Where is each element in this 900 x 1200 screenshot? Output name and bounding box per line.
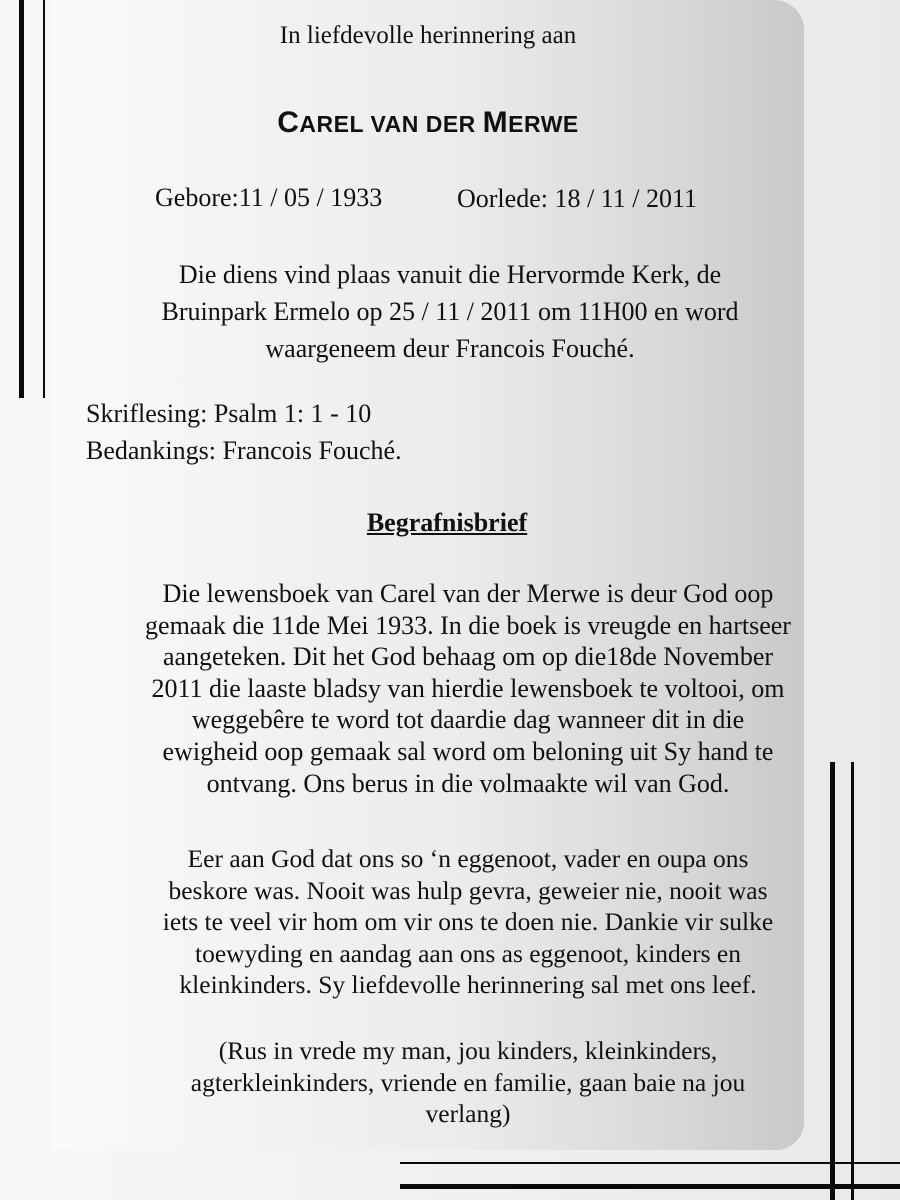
- death-date: Oorlede: 18 / 11 / 2011: [457, 184, 697, 213]
- paragraph-line: kleinkinders. Sy liefdevolle herinnering sal met ons leef.: [179, 970, 757, 1000]
- intro-text: In liefdevolle herinnering aan: [279, 22, 577, 49]
- paragraph-line: aangeteken. Dit het God behaag om op die18de November: [162, 642, 774, 672]
- paragraph-line: Eer aan God dat ons so ‘n eggenoot, vader en oupa ons: [187, 844, 749, 873]
- deceased-name: [52, 106, 804, 140]
- paragraph-line: iets te veel vir hom om vir ons te doen nie. Dankie vir sulke: [162, 907, 774, 937]
- paragraph-line: 2011 die laaste bladsy van hierdie lewensboek te voltooi, om: [151, 673, 785, 703]
- paragraph-life-book: [76, 578, 860, 799]
- name-last-initial: M: [482, 106, 509, 139]
- scripture-reading: Skriflesing: Psalm 1: 1 - 10: [86, 399, 372, 428]
- paragraph-line: ontvang. Ons berus in die volmaakte wil van God.: [206, 768, 730, 798]
- service-info: [86, 395, 402, 469]
- thanks-by: Bedankings: Francois Fouché.: [86, 436, 402, 465]
- paragraph-line: Die lewensboek van Carel van der Merwe is deur God oop: [162, 579, 774, 608]
- paragraph-farewell: [76, 1035, 860, 1130]
- service-line: Bruinpark Ermelo op 25 / 11 / 2011 om 11H00 en word: [161, 297, 739, 326]
- paragraph-line: ewigheid oop gemaak sal word om beloning uit Sy hand te: [162, 736, 774, 766]
- name-first-rest: AREL VAN DER: [299, 111, 483, 137]
- paragraph-line: verlang): [425, 1099, 511, 1129]
- paragraph-line: gemaak die 11de Mei 1933. In die boek is vreugde en hartseer: [145, 610, 791, 640]
- paragraph-tribute: [76, 843, 860, 1001]
- name-last-rest: ERWE: [508, 111, 579, 137]
- service-line: Die diens vind plaas vanuit die Hervormde Kerk, de: [178, 260, 722, 289]
- paragraph-line: beskore was. Nooit was hulp gevra, geweier nie, nooit was: [168, 875, 768, 905]
- decor-rule-bottom-thin: [400, 1162, 900, 1164]
- service-line: waargeneem deur Francois Fouché.: [265, 334, 635, 363]
- name-first-initial: C: [277, 106, 300, 139]
- decor-rule-left-thin: [43, 0, 45, 398]
- paragraph-line: agterkleinkinders, vriende en familie, gaan baie na jou: [190, 1067, 746, 1097]
- paragraph-line: (Rus in vrede my man, jou kinders, kleinkinders,: [218, 1036, 718, 1065]
- decor-rule-bottom-thick: [400, 1184, 900, 1189]
- paragraph-line: weggebêre te word tot daardie dag wanneer dit in die: [191, 705, 745, 735]
- section-heading: Begrafnisbrief: [366, 508, 528, 537]
- decor-rule-left-thick: [19, 0, 24, 398]
- service-details: [70, 256, 830, 367]
- birth-date: Gebore:11 / 05 / 1933: [155, 183, 383, 212]
- paragraph-line: toewyding en aandag aan ons as eggenoot, kinders en: [195, 938, 741, 968]
